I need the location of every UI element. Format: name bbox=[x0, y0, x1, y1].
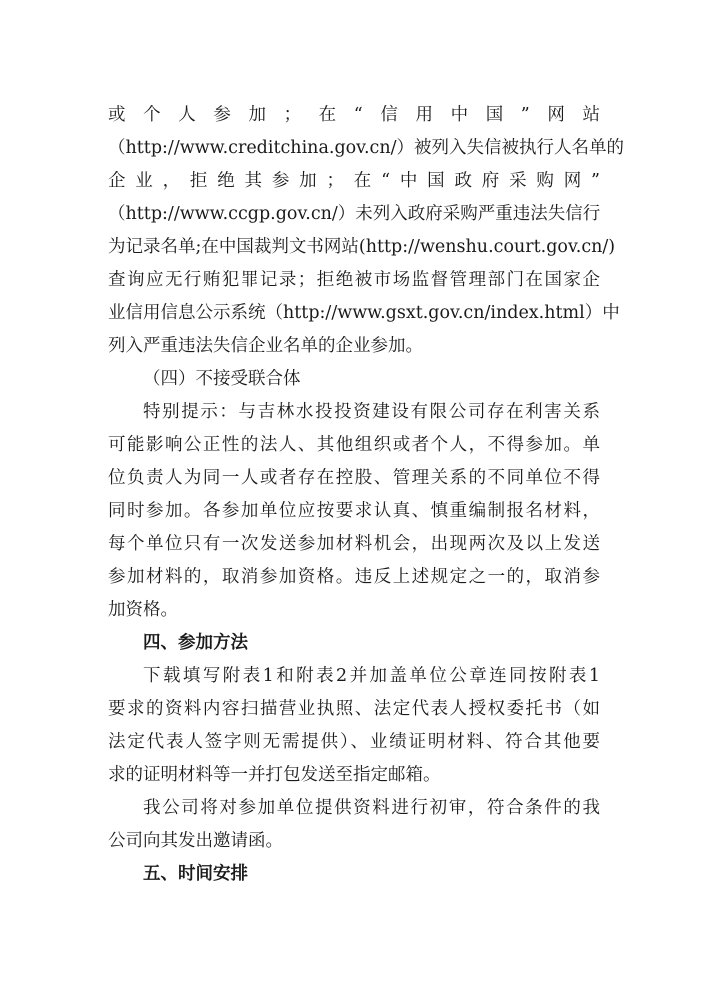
text-line: 要求的资料内容扫描营业执照、法定代表人授权委托书（如 bbox=[108, 699, 600, 719]
text-line: 位负责人为同一人或者存在控股、管理关系的不同单位不得 bbox=[108, 468, 600, 488]
text-line: 为记录名单;在中国裁判文书网站(http://wenshu.court.gov.cn/) bbox=[108, 237, 616, 257]
text-line: 同时参加。各参加单位应按要求认真、慎重编制报名材料， bbox=[108, 501, 600, 521]
section-heading: 四、参加方法 bbox=[143, 633, 248, 653]
text-line: 加资格。 bbox=[108, 600, 178, 620]
text-line: （http://www.ccgp.gov.cn/）未列入政府采购严重违法失信行 bbox=[108, 204, 601, 224]
text-line: 企业，拒绝其参加；在“中国政府采购网” bbox=[108, 171, 600, 191]
paragraph-first-line: 下载填写附表1和附表2并加盖单位公章连同按附表1 bbox=[143, 666, 600, 686]
subsection-heading: （四）不接受联合体 bbox=[143, 369, 301, 389]
text-line: 公司向其发出邀请函。 bbox=[108, 831, 283, 851]
paragraph-first-line: 特别提示：与吉林水投投资建设有限公司存在利害关系 bbox=[143, 402, 600, 422]
text-line: 求的证明材料等一并打包发送至指定邮箱。 bbox=[108, 765, 441, 785]
section-heading: 五、时间安排 bbox=[143, 864, 248, 884]
text-line: 或个人参加；在“信用中国”网站 bbox=[108, 105, 600, 125]
text-line: 参加材料的，取消参加资格。违反上述规定之一的，取消参 bbox=[108, 567, 600, 587]
text-line: 每个单位只有一次发送参加材料机会，出现两次及以上发送 bbox=[108, 534, 600, 554]
text-line: 可能影响公正性的法人、其他组织或者个人，不得参加。单 bbox=[108, 435, 600, 455]
text-line: 查询应无行贿犯罪记录；拒绝被市场监督管理部门在国家企 bbox=[108, 270, 600, 290]
text-line: 列入严重违法失信企业名单的企业参加。 bbox=[108, 336, 423, 356]
text-line: （http://www.creditchina.gov.cn/）被列入失信被执行人名单的 bbox=[108, 138, 625, 158]
text-line: 法定代表人签字则无需提供）、业绩证明材料、符合其他要 bbox=[108, 732, 600, 752]
text-line: 业信用信息公示系统（http://www.gsxt.gov.cn/index.html）中 bbox=[108, 303, 620, 323]
paragraph-first-line: 我公司将对参加单位提供资料进行初审，符合条件的我 bbox=[143, 798, 600, 818]
